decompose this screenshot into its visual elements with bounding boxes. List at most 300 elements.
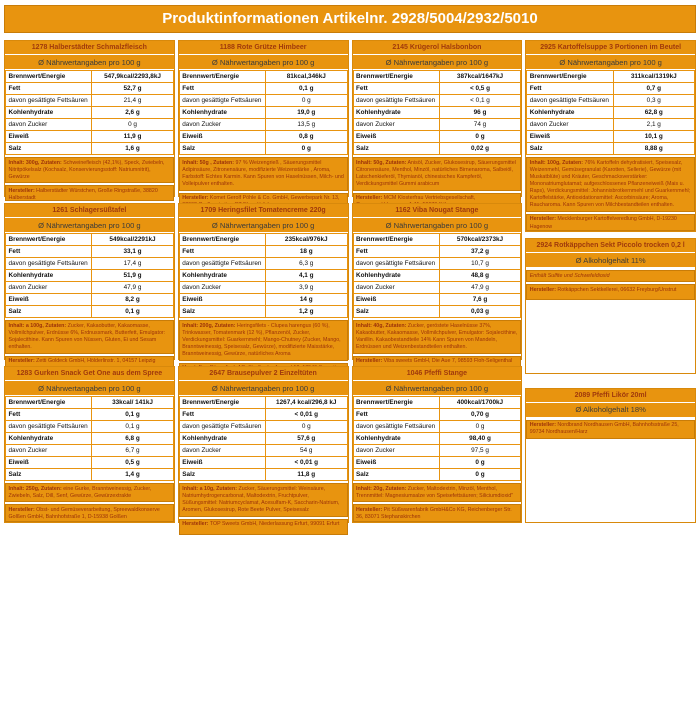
row-label: Fett [353,409,439,421]
row-value: 1267,4 kcal/296,8 kJ [266,397,347,409]
ingredients-text [5,157,174,183]
manufacturer-label: Hersteller: [8,506,35,513]
table-row-sugar [6,445,174,457]
row-label: Fett [353,246,439,258]
table-row-fat [6,409,174,421]
table-row-energy [179,397,347,409]
row-value: 0 g [439,421,520,433]
ingredients-lead: Inhalt: 20g, Zutaten: [356,485,407,492]
row-value: 0,70 g [439,409,520,421]
ingredients-text [179,483,348,517]
product-card [178,366,349,528]
table-row-protein [353,294,521,306]
manufacturer-body: Rotkäppchen Sektkellerei, 06632 Freyburg/Unstrut [555,286,677,293]
row-value: 62,8 g [613,107,694,119]
nutrition-per-100g-header: Ø Nährwertangaben pro 100 g [5,381,174,395]
manufacturer-label: Hersteller: [182,195,209,202]
manufacturer-body: Nordbrand Nordhausen GmbH, Bahnhofsstraße 25, 99734 Nordhausen/Harz [529,422,679,436]
table-row-salt [6,469,174,481]
manufacturer-label: Hersteller: [182,521,209,528]
row-label: Salz [179,306,265,318]
nutrition-table [5,396,174,481]
row-value: 6,3 g [266,258,347,270]
row-value: 0 g [439,469,520,481]
nutrition-per-100g-header: Ø Nährwertangaben pro 100 g [179,55,348,69]
nutrition-table [5,233,174,318]
nutrition-table [526,70,695,155]
ingredients-lead: Inhalt: 300g, Zutaten: [8,159,62,166]
table-row-protein [353,131,521,143]
allergen-note: Enthält Sulfite und Schwefeldioxid [526,270,695,282]
product-card [352,203,523,365]
row-value: 96 g [439,107,520,119]
table-row-protein [6,131,174,143]
row-value: 6,8 g [92,433,173,445]
row-value: 0 g [439,131,520,143]
row-label: Salz [6,143,92,155]
row-label: Eiweiß [179,131,265,143]
page-title: Produktinformationen Artikelnr. 2928/5004/2932/5010 [4,5,696,33]
table-row-sugar [6,282,174,294]
table-row-energy [353,397,521,409]
nutrition-table [353,70,522,155]
table-row-fat [179,409,347,421]
table-row-energy [179,234,347,246]
row-value: 81kcal,346kJ [266,71,347,83]
product-title: 1162 Viba Nougat Stange [353,204,522,217]
product-card-slot [352,366,523,523]
table-row-protein [179,457,347,469]
ingredients-body: Anisöl, Zucker, Glukosesirup, Säuerungsmittel Citronensäure, Menthol, Minzöl, natürliches Birnenaroma, Salbeiöl, Latschenkieferöl, Thymianöl, chinesisches Kampferöl, Verdickungsmittel Gummi arabicum [356,159,516,187]
ingredients-lead: Inhalt: a 10g, Zutaten: [182,485,237,492]
ingredients-body: Zucker, Kakaobutter, Kakaomasse, Vollmilchpulver, Erdnüsse 6%, Erdnussmark, Butterfett, Emulgator: Sojalecithine. Kann Spuren von Nüssen, Gluten, Ei und Sesam enthalten. [8,322,166,350]
row-label: davon gesättigte Fettsäuren [353,95,439,107]
row-label: Kohlenhydrate [179,107,265,119]
column-3 [352,40,523,523]
manufacturer-body: Viba sweets GmbH, Die Aue 7, 98593 Floh-Seligenthal [382,358,513,365]
row-value: 0,1 g [92,409,173,421]
table-row-salt [353,143,521,155]
row-label: Eiweiß [353,457,439,469]
row-label: Fett [353,83,439,95]
nutrition-per-100g-header: Ø Nährwertangaben pro 100 g [179,218,348,232]
row-label: davon Zucker [179,282,265,294]
manufacturer-text [5,185,174,201]
product-title: 1709 Heringsfilet Tomatencreme 220g [179,204,348,217]
row-value: 570kcal/2373kJ [439,234,520,246]
manufacturer-text [5,504,174,522]
nutrition-per-100g-header: Ø Nährwertangaben pro 100 g [179,381,348,395]
row-value: 0,03 g [439,306,520,318]
table-row-energy [6,71,174,83]
nutrition-per-100g-header: Ø Nährwertangaben pro 100 g [5,218,174,232]
ingredients-text [179,320,348,361]
row-value: 52,7 g [92,83,173,95]
row-label: Brennwert/Energie [353,234,439,246]
table-row-salt [527,143,695,155]
table-row-fat [179,246,347,258]
row-value: 0,5 g [92,457,173,469]
table-row-fat [6,83,174,95]
table-row-carbs [527,107,695,119]
nutrition-table [5,70,174,155]
product-title: 1278 Halberstädter Schmalzfleisch [5,41,174,54]
product-card-slot [352,40,523,202]
table-row-saturated-fat [353,95,521,107]
table-row-salt [179,143,347,155]
table-row-carbs [179,270,347,282]
row-label: Kohlenhydrate [353,433,439,445]
product-card-slot [4,40,175,202]
row-label: Brennwert/Energie [6,71,92,83]
table-row-energy [6,397,174,409]
row-value: 7,6 g [439,294,520,306]
row-value: 10,7 g [439,258,520,270]
row-value: 98,40 g [439,433,520,445]
table-row-fat [353,409,521,421]
table-row-sugar [527,119,695,131]
ingredients-text [5,320,174,354]
nutrition-table [179,233,348,318]
table-row-sugar [6,119,174,131]
row-label: davon Zucker [179,119,265,131]
row-label: Brennwert/Energie [6,397,92,409]
product-title: 2647 Brausepulver 2 Einzeltüten [179,367,348,380]
row-label: Fett [179,246,265,258]
row-label: davon gesättigte Fettsäuren [527,95,613,107]
nutrition-table [353,396,522,481]
row-value: 0,8 g [266,131,347,143]
ingredients-body: 97 % Weizengrieß , Säuerungsmittel Adipinsäure, Zitronensäure, modifizierte Weizenstärke , Aroma, Farbstoff: Echtes Karmin. Kann Spuren von Haselnüssen, Milch- und Volleipulver enthalten. [182,159,344,187]
table-row-saturated-fat [353,258,521,270]
row-value: 47,9 g [439,282,520,294]
table-row-fat [179,83,347,95]
product-card-slot [4,203,175,365]
product-card [352,366,523,523]
ingredients-body: Zucker, geröstete Haselnüsse 37%, Kakaobutter, Kakaomasse, Vollmilchpulver, Emulgator: Sojalecithine, Vanillin. Kakaobestandteile 14% Kann Spuren von Mandeln, Erdnüssen und Weizenbestandteilen enthalten. [356,322,518,350]
manufacturer-body: TOP Sweets GmbH, Niederlassung Erfurt, 99091 Erfurt [208,521,340,528]
row-value: 4,1 g [266,270,347,282]
alcohol-card-sekt [525,238,696,374]
row-label: Kohlenhydrate [179,433,265,445]
row-label: Salz [353,469,439,481]
row-value: 19,0 g [266,107,347,119]
row-label: Kohlenhydrate [179,270,265,282]
ingredients-lead: Inhalt: 50g , Zutaten: [182,159,235,166]
row-value: 11,9 g [92,131,173,143]
manufacturer-text [179,519,348,535]
row-label: Fett [179,83,265,95]
product-card [525,40,696,232]
row-label: davon Zucker [353,282,439,294]
table-row-sugar [179,119,347,131]
row-value: 0,1 g [266,83,347,95]
row-label: Kohlenhydrate [353,107,439,119]
row-value: 311kcal/1319kJ [613,71,694,83]
table-row-protein [179,294,347,306]
table-row-carbs [353,433,521,445]
manufacturer-text [526,420,695,439]
table-row-energy [6,234,174,246]
ingredients-lead: Inhalt: 200g, Zutaten: [182,322,236,329]
row-label: davon gesättigte Fettsäuren [179,95,265,107]
alcohol-content-header: Ø Alkoholgehalt 11% [526,253,695,267]
table-row-protein [527,131,695,143]
row-label: davon Zucker [353,445,439,457]
table-row-energy [179,71,347,83]
row-value: 13,5 g [266,119,347,131]
table-row-carbs [353,270,521,282]
spacer [525,380,696,382]
row-label: davon gesättigte Fettsäuren [179,258,265,270]
row-value: 0,1 g [92,421,173,433]
table-row-saturated-fat [179,258,347,270]
table-row-saturated-fat [6,421,174,433]
table-row-carbs [6,433,174,445]
row-label: davon gesättigte Fettsäuren [353,421,439,433]
manufacturer-label: Hersteller: [8,187,35,194]
ingredients-body: Zucker, Säuerungsmittel: Weinsäure, Natriumhydrogencarbonat, Maltodextrin, Fruchtpulver, Süßungsmittel: Natriumcyclamat, Acesulfam-K, Saccharin-Natrium, Aromen, Glukosesirup, Rote Beete Pulver, Speisesalz [182,485,340,513]
row-label: Kohlenhydrate [6,270,92,282]
table-row-saturated-fat [6,258,174,270]
row-label: Brennwert/Energie [353,397,439,409]
row-value: 8,2 g [92,294,173,306]
row-value: < 0,1 g [439,95,520,107]
row-label: Brennwert/Energie [179,397,265,409]
row-value: 400kcal/1700kJ [439,397,520,409]
row-value: 14 g [266,294,347,306]
product-card-slot [178,366,349,528]
row-value: 0,1 g [92,306,173,318]
manufacturer-text [526,284,695,300]
manufacturer-label: Hersteller: [529,286,556,293]
row-label: Kohlenhydrate [6,107,92,119]
column-2 [178,40,349,528]
row-label: Brennwert/Energie [6,234,92,246]
row-value: 0 g [439,457,520,469]
ingredients-body: Schweinefleisch (42,1%), Speck, Zwiebeln, Nitritpökelsalz (Kochsalz, Konservierungsstoff: Natriumnitrit), Gewürze [8,159,165,180]
row-label: Salz [6,306,92,318]
row-label: Salz [6,469,92,481]
table-row-salt [6,306,174,318]
table-row-protein [6,457,174,469]
ingredients-lead: Inhalt: 250g, Zutaten: [8,485,62,492]
table-row-salt [179,469,347,481]
table-row-sugar [353,282,521,294]
table-row-energy [353,71,521,83]
row-value: 74 g [439,119,520,131]
row-label: davon gesättigte Fettsäuren [6,258,92,270]
row-label: Salz [179,469,265,481]
table-row-carbs [179,433,347,445]
table-row-protein [179,131,347,143]
alcohol-content-header: Ø Alkoholgehalt 18% [526,403,695,417]
row-label: davon Zucker [353,119,439,131]
table-row-saturated-fat [6,95,174,107]
row-label: Eiweiß [353,294,439,306]
row-value: 0 g [266,95,347,107]
product-grid [0,40,700,528]
table-row-protein [6,294,174,306]
manufacturer-body: Mecklenburger Kartoffelveredlung GmbH, D-19230 Hagenow [529,216,677,230]
row-label: Salz [179,143,265,155]
table-row-fat [6,246,174,258]
row-value: 18 g [266,246,347,258]
row-value: < 0,5 g [439,83,520,95]
product-card [178,40,349,202]
manufacturer-body: MCM Klosterfrau Vertriebsgesellschaft, [383,195,476,202]
row-label: Kohlenhydrate [353,270,439,282]
product-title: 2089 Pfeffi Likör 20ml [526,389,695,402]
product-title: 1261 Schlagersüßtafel [5,204,174,217]
ingredients-lead: Inhalt: 100g, Zutaten: [529,159,584,166]
table-row-salt [353,469,521,481]
row-value: 10,1 g [613,131,694,143]
row-value: 33kcal/ 141kJ [92,397,173,409]
row-label: Kohlenhydrate [527,107,613,119]
row-label: Salz [353,143,439,155]
row-value: 0 g [92,119,173,131]
manufacturer-label: Hersteller: [529,422,556,428]
row-value: 48,8 g [439,270,520,282]
row-label: Brennwert/Energie [527,71,613,83]
product-card-slot [4,366,175,523]
table-row-sugar [353,445,521,457]
row-value: 1,2 g [266,306,347,318]
ingredients-text [179,157,348,191]
row-value: 547,9kcal/2293,8kJ [92,71,173,83]
nutrition-table [179,396,348,481]
row-label: davon Zucker [6,119,92,131]
nutrition-per-100g-header: Ø Nährwertangaben pro 100 g [5,55,174,69]
product-card [352,40,523,202]
row-value: 37,2 g [439,246,520,258]
row-value: 11,8 g [266,469,347,481]
ingredients-body: 76% Kartoffeln dehydratisiert, Speisesalz, Weizenmehl, Gemüsegranulat (Karotten, Sellerie), Gewürze (mit Muskatblüte) und Kräuter, Geschmacksverstärker: Mononatriumglutamat; aufgeschlossenes Pflanzeneiweiß (Mais u. Raps), Verdickungsmittel: Johannisbrotkernmehl und Guarkernmehl; Kartoffelstärke, Antioxidationsmittel: Ascorbinsäure; Aroma, Raucharoma. Kann Spuren von Milchbestandteilen enthalten. [529,159,691,209]
ingredients-body: Zucker, Maltodextrin, Minzöl, Menthol, Trennmittel: Magnesiumsalze von Speisefettsäuren; Siliciumdioxid" [356,485,514,499]
row-value: 2,1 g [613,119,694,131]
row-value: 1,6 g [92,143,173,155]
ingredients-text [5,483,174,502]
table-row-sugar [179,282,347,294]
manufacturer-body: Zetti Goldeck GmbH, Hölderlinstr. 1, 04157 Leipzig [34,358,156,365]
row-label: davon Zucker [179,445,265,457]
column-4 [525,40,696,523]
table-row-carbs [6,107,174,119]
row-label: Kohlenhydrate [6,433,92,445]
row-value: 0,02 g [439,143,520,155]
row-value: 549kcal/2291kJ [92,234,173,246]
row-value: 235kcal/976kJ [266,234,347,246]
manufacturer-label: Hersteller: [356,358,383,365]
nutrition-table [179,70,348,155]
row-value: 3,9 g [266,282,347,294]
ingredients-lead: Inhalt: 40g, Zutaten: [356,322,407,329]
row-label: davon Zucker [527,119,613,131]
manufacturer-text [526,214,695,231]
row-label: Eiweiß [179,457,265,469]
table-row-sugar [179,445,347,457]
row-value: 0,7 g [613,83,694,95]
row-value: 51,9 g [92,270,173,282]
table-row-saturated-fat [179,95,347,107]
row-value: 0 g [266,421,347,433]
manufacturer-label: Hersteller: [529,216,556,223]
row-label: Salz [353,306,439,318]
alcohol-card-likoer [525,388,696,524]
nutrition-table [353,233,522,318]
table-row-saturated-fat [527,95,695,107]
row-label: davon gesättigte Fettsäuren [6,421,92,433]
row-value: 2,6 g [92,107,173,119]
product-card-slot [178,203,349,360]
product-title: 2925 Kartoffelsuppe 3 Portionen im Beutel [526,41,695,54]
ingredients-body: eine Gurke, Branntweinessig, Zucker, Zwiebeln, Salz, Dill, Senf, Gewürze, Gewürzextrakte [8,485,152,499]
table-row-carbs [179,107,347,119]
product-title: 1046 Pfeffi Stange [353,367,522,380]
product-title: 1188 Rote Grütze Himbeer [179,41,348,54]
manufacturer-body: Halberstädter Würstchen, Große Ringstraße, 38820 Halberstadt [8,187,158,202]
row-label: Fett [179,409,265,421]
product-card [178,203,349,360]
product-card-slot [178,40,349,202]
nutrition-per-100g-header: Ø Nährwertangaben pro 100 g [353,381,522,395]
ingredients-text [526,157,695,212]
table-row-energy [353,234,521,246]
row-label: Eiweiß [6,294,92,306]
nutrition-per-100g-header: Ø Nährwertangaben pro 100 g [526,55,695,69]
manufacturer-label: Hersteller: [356,195,383,202]
table-row-energy [527,71,695,83]
row-value: 47,9 g [92,282,173,294]
table-row-carbs [353,107,521,119]
ingredients-text [353,483,522,502]
row-value: 54 g [266,445,347,457]
row-label: Eiweiß [6,457,92,469]
nutrition-per-100g-header: Ø Nährwertangaben pro 100 g [353,218,522,232]
table-row-fat [353,246,521,258]
table-row-salt [353,306,521,318]
ingredients-lead: Inhalt: a 100g, Zutaten: [8,322,67,329]
row-value: 57,6 g [266,433,347,445]
row-value: < 0,01 g [266,457,347,469]
product-title: 2145 Krügerol Halsbonbon [353,41,522,54]
row-value: 97,5 g [439,445,520,457]
nutrition-per-100g-header: Ø Nährwertangaben pro 100 g [353,55,522,69]
table-row-sugar [353,119,521,131]
row-label: davon gesättigte Fettsäuren [179,421,265,433]
product-card [4,366,175,523]
row-label: davon gesättigte Fettsäuren [353,258,439,270]
row-label: Eiweiß [6,131,92,143]
row-label: Fett [6,246,92,258]
table-row-fat [353,83,521,95]
row-value: 8,88 g [613,143,694,155]
row-label: Eiweiß [179,294,265,306]
product-card [4,40,175,202]
product-card-slot [352,203,523,365]
ingredients-body: Heringsfilets - Clupea harengus (60 %), Trinkwasser, Tomatenmark (12 %), Pflanzenöl, Zucker, Verdickungsmittel: Guarkernmehl; Mango-Chutney (Zucker, Mango, Branntweinessig, Speisesalz, Gewürze), modifizierte Maisstärke, Branntweinessig, Gewürze, natürliches Aroma [182,322,341,358]
product-title: 1283 Gurken Snack Get One aus dem Spree [5,367,174,380]
manufacturer-body: Obst- und Gemüseverarbeitung, Spreewaldkonserve Golßen GmbH, Bahnhofstraße 1, D-15938 Golßen [8,506,160,520]
row-value: 6,7 g [92,445,173,457]
row-label: Salz [527,143,613,155]
manufacturer-text [353,504,522,522]
row-value: 17,4 g [92,258,173,270]
row-value: 0,3 g [613,95,694,107]
row-value: 1,4 g [92,469,173,481]
row-label: Eiweiß [527,131,613,143]
